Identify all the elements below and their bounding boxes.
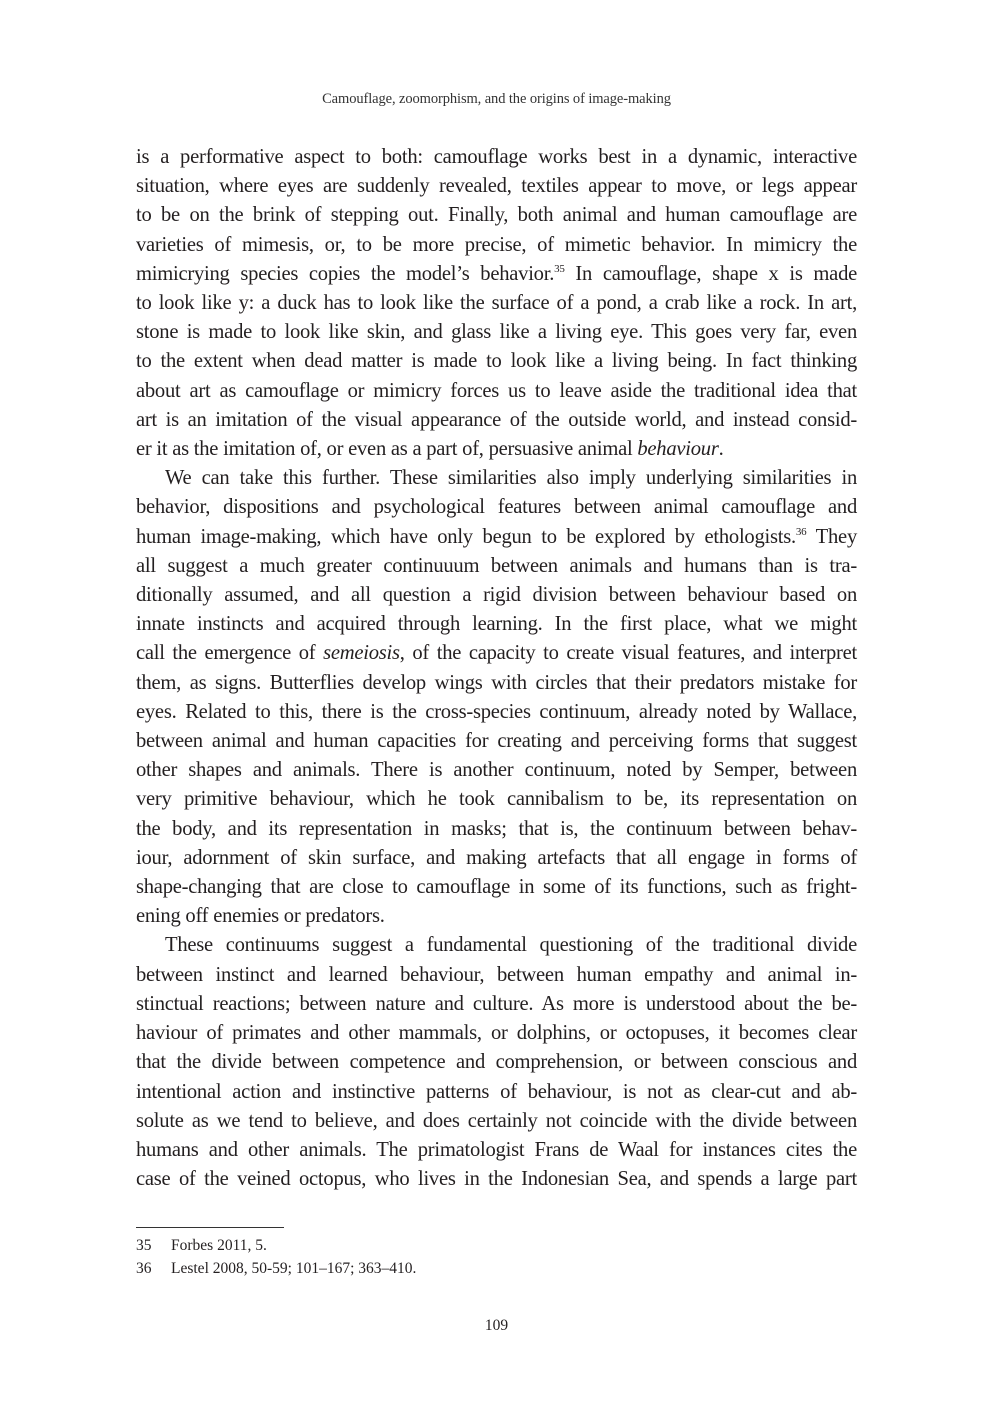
text-line [136, 260, 857, 289]
text-line: ditionally assumed, and all question a rigid division between behaviour based on [136, 584, 857, 607]
text-line [136, 435, 857, 464]
text-segment: In camouflage, shape x is made [564, 262, 858, 285]
text-line: These continuums suggest a fundamental questioning of the traditional divide [165, 934, 857, 957]
text-line: eyes. Related to this, there is the cross-species continuum, already noted by Wallace, [136, 700, 857, 723]
text-line: case of the veined octopus, who lives in the Indonesian Sea, and spends a large part [136, 1168, 857, 1191]
text-line: between instinct and learned behaviour, between human empathy and animal in- [136, 963, 857, 986]
page-number: 109 [484, 1317, 509, 1334]
text-line: between animal and human capacities for creating and perceiving forms that suggest [136, 730, 857, 753]
text-line: We can take this further. These similarities also imply underlying similarities in [165, 467, 857, 490]
footnote-number: 36 [136, 1260, 152, 1277]
running-header: Camouflage, zoomorphism, and the origins of image-making [322, 91, 671, 107]
text-line: shape-changing that are close to camouflage in some of its functions, such as fright- [136, 876, 857, 899]
text-segment: . [718, 438, 724, 461]
paragraph-3 [136, 931, 857, 1194]
text-segment: call the emergence of [136, 642, 324, 665]
footnote-35 [136, 1234, 857, 1257]
text-line: art is an imitation of the visual appearance of the outside world, and instead consid- [136, 408, 857, 431]
text-line: to the extent when dead matter is made to look like a living being. In fact thinking [136, 350, 857, 373]
footnote-text: Forbes 2011, 5. [171, 1237, 267, 1254]
footnote-number: 35 [136, 1237, 152, 1254]
paragraph-2 [136, 464, 857, 931]
text-segment: mimicrying species copies the model’s behavior. [136, 262, 555, 285]
text-line: them, as signs. Butterflies develop wings with circles that their predators mistake for [136, 671, 857, 694]
text-line: haviour of primates and other mammals, or dolphins, or octopuses, it becomes clear [136, 1022, 857, 1045]
footnote-divider [136, 1227, 284, 1228]
text-line: is a performative aspect to both: camouflage works best in a dynamic, interactive [136, 146, 857, 168]
text-segment: er it as the imitation of, or even as a part of, persuasive animal [136, 438, 638, 461]
text-line [136, 523, 857, 552]
text-line: solute as we tend to believe, and does certainly not coincide with the divide between [136, 1109, 857, 1132]
text-segment: human image-making, which have only begun to be explored by ethologists. [136, 525, 796, 548]
text-line: ening off enemies or predators. [136, 905, 385, 928]
text-line: varieties of mimesis, or, to be more precise, of mimetic behavior. In mimicry the [136, 233, 857, 256]
text-line: iour, adornment of skin surface, and making artefacts that all engage in forms of [136, 846, 857, 869]
italic-term: behaviour [637, 438, 719, 461]
footnote-text: Lestel 2008, 50-59; 101–167; 363–410. [171, 1260, 417, 1277]
footnote-ref-35[interactable]: 35 [554, 262, 565, 275]
text-line: intentional action and instinctive patterns of behaviour, is not as clear-cut and ab- [136, 1080, 857, 1103]
text-line: behavior, dispositions and psychological features between animal camouflage and [136, 496, 857, 519]
text-line: to look like y: a duck has to look like the surface of a pond, a crab like a rock. In art, [136, 292, 857, 315]
text-line: about art as camouflage or mimicry forces us to leave aside the traditional idea that [136, 379, 857, 402]
text-line: very primitive behaviour, which he took cannibalism to be, its representation on [136, 788, 857, 811]
text-line: to be on the brink of stepping out. Finally, both animal and human camouflage are [136, 204, 857, 227]
text-line: the body, and its representation in masks; that is, the continuum between behav- [136, 817, 857, 840]
paragraph-1 [136, 143, 857, 464]
footnote-ref-36[interactable]: 36 [795, 525, 807, 538]
text-line: stone is made to look like skin, and glass like a living eye. This goes very far, even [136, 321, 857, 344]
text-line [136, 639, 857, 668]
footnotes [136, 1234, 857, 1280]
footnote-36 [136, 1257, 857, 1280]
text-line: that the divide between competence and comprehension, or between conscious and [136, 1051, 857, 1074]
italic-term: semeiosis [323, 642, 400, 665]
text-line: other shapes and animals. There is another continuum, noted by Semper, between [136, 759, 857, 782]
text-segment: , of the capacity to create visual features, and interpret [399, 642, 857, 665]
main-text [136, 143, 857, 1194]
text-line: all suggest a much greater continuuum between animals and humans than is tra- [136, 554, 857, 577]
text-line: humans and other animals. The primatologist Frans de Waal for instances cites the [136, 1138, 857, 1161]
text-line: innate instincts and acquired through learning. In the first place, what we might [136, 613, 857, 636]
text-line: situation, where eyes are suddenly revealed, textiles appear to move, or legs appear [136, 175, 857, 198]
text-segment: They [806, 525, 857, 548]
text-line: stinctual reactions; between nature and culture. As more is understood about the be- [136, 992, 857, 1015]
